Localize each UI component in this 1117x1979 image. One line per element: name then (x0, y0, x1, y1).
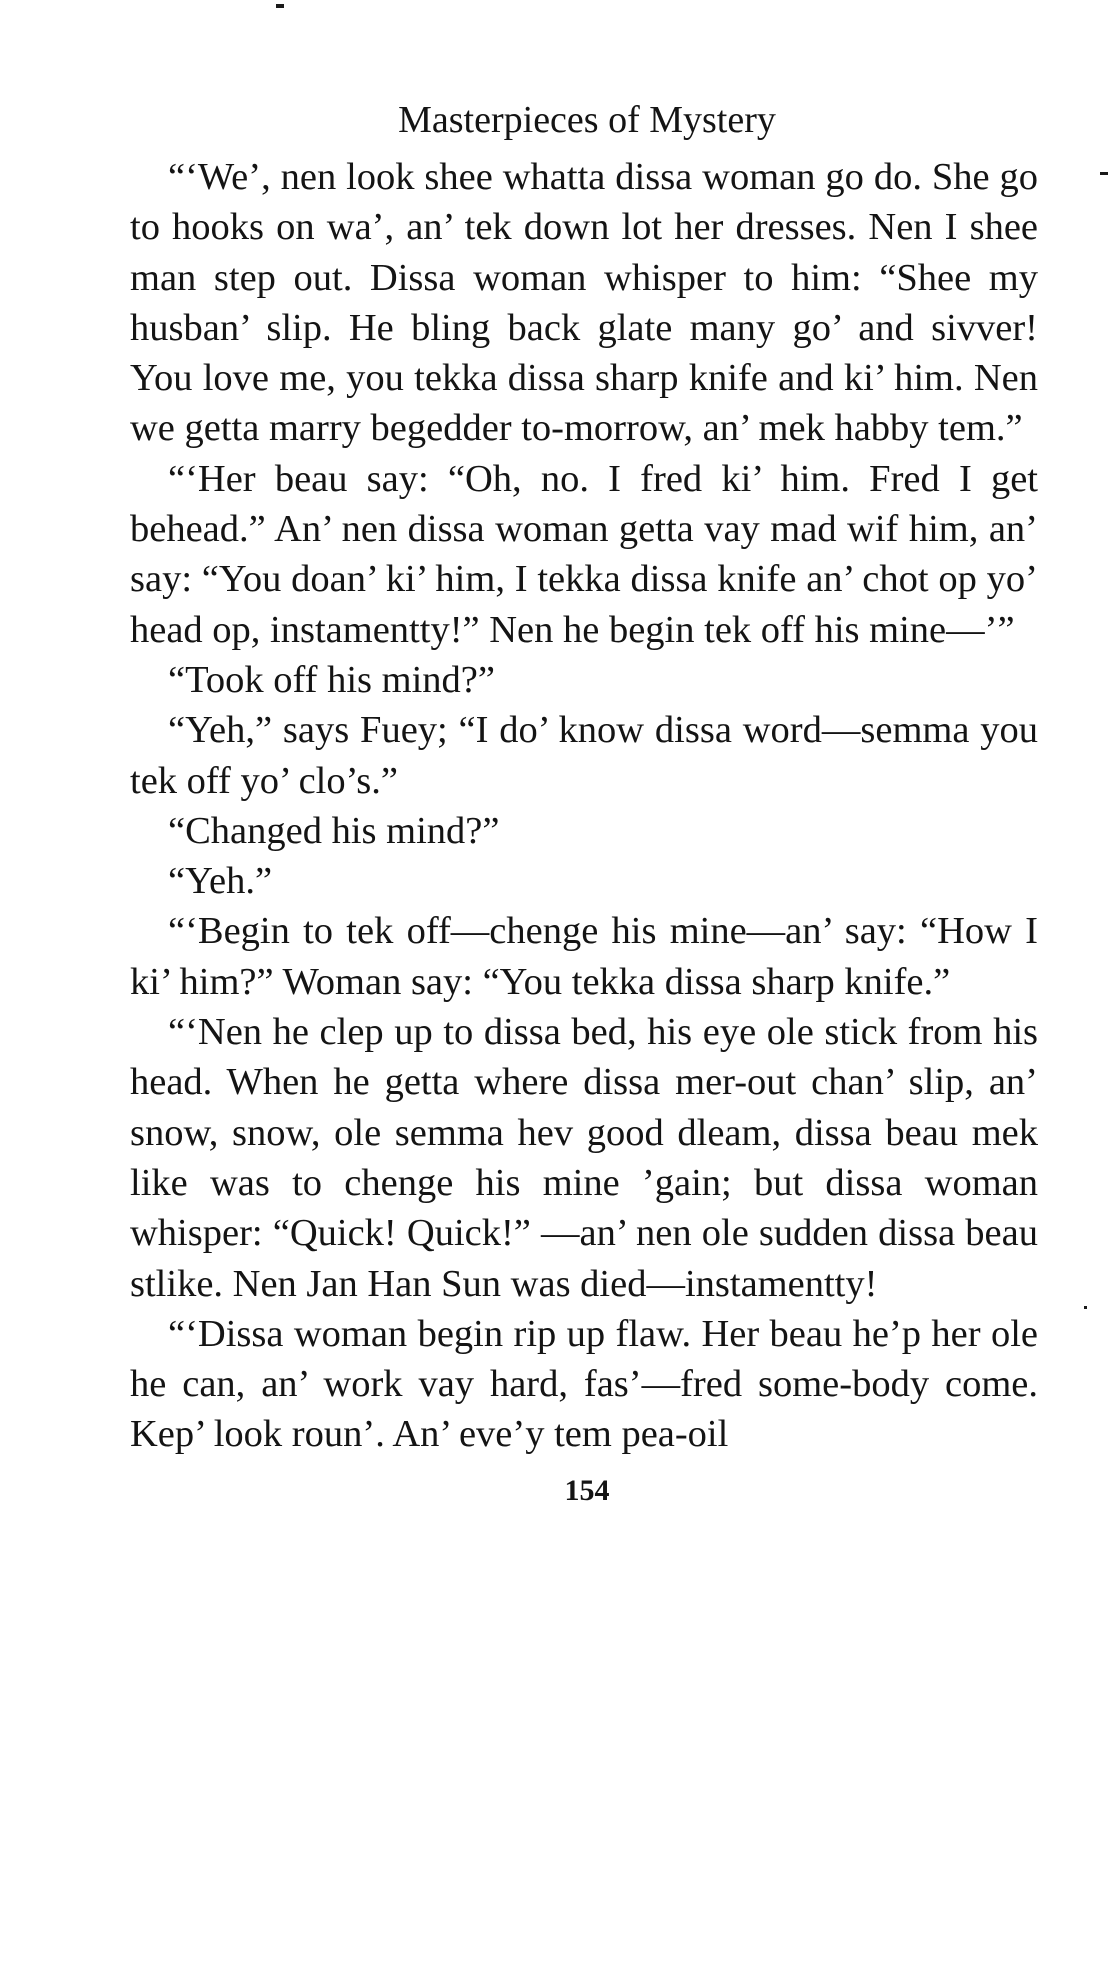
page-number: 154 (564, 1473, 610, 1507)
print-speck (276, 4, 284, 8)
book-page (130, 96, 1038, 1508)
paragraph: “Yeh.” (168, 860, 273, 903)
running-head: Masterpieces of Mystery (398, 99, 776, 141)
paragraph: “Changed his mind?” (168, 809, 500, 852)
print-speck (1084, 1306, 1087, 1309)
paragraph: “‘Dissa woman begin rip up flaw. Her beau he’p her ole he can, an’ work vay hard, fas’—fred some-body come. Kep’ look roun’. An’ eve’y tem pea-oil (130, 1312, 1038, 1456)
paragraph: “‘We’, nen look shee whatta dissa woman go do. She go to hooks on wa’, an’ tek down lot her dresses. Nen I shee man step out. Dissa woman whisper to him: “Shee my husban’ slip. He bling back glate many go’ and sivver! You love me, you tekka dissa sharp knife and ki’ him. Nen we getta marry begedder to-morrow, an’ mek habby tem.” (130, 156, 1038, 450)
print-speck (1100, 172, 1108, 175)
paragraph: “‘Her beau say: “Oh, no. I fred ki’ him. Fred I get behead.” An’ nen dissa woman getta vay mad wif him, an’ say: “You doan’ ki’ him, I tekka dissa knife an’ chot op yo’ head op, instamentty!” Nen he begin tek off his mine—’” (130, 457, 1038, 651)
paragraph: “Took off his mind?” (168, 658, 495, 701)
paragraph: “Yeh,” says Fuey; “I do’ know dissa word—semma you tek off yo’ clo’s.” (130, 709, 1038, 802)
body-text (130, 152, 1038, 1460)
paragraph: “‘Nen he clep up to dissa bed, his eye ole stick from his head. When he getta where dissa mer-out chan’ slip, an’ snow, snow, ole semma hev good dleam, dissa beau mek like was to chenge his mine ’gain; but dissa woman whisper: “Quick! Quick!” —an’ nen ole sudden dissa beau stlike. Nen Jan Han Sun was died—instamentty! (130, 1011, 1038, 1305)
paragraph: “‘Begin to tek off—chenge his mine—an’ say: “How I ki’ him?” Woman say: “You tekka dissa sharp knife.” (130, 910, 1038, 1003)
